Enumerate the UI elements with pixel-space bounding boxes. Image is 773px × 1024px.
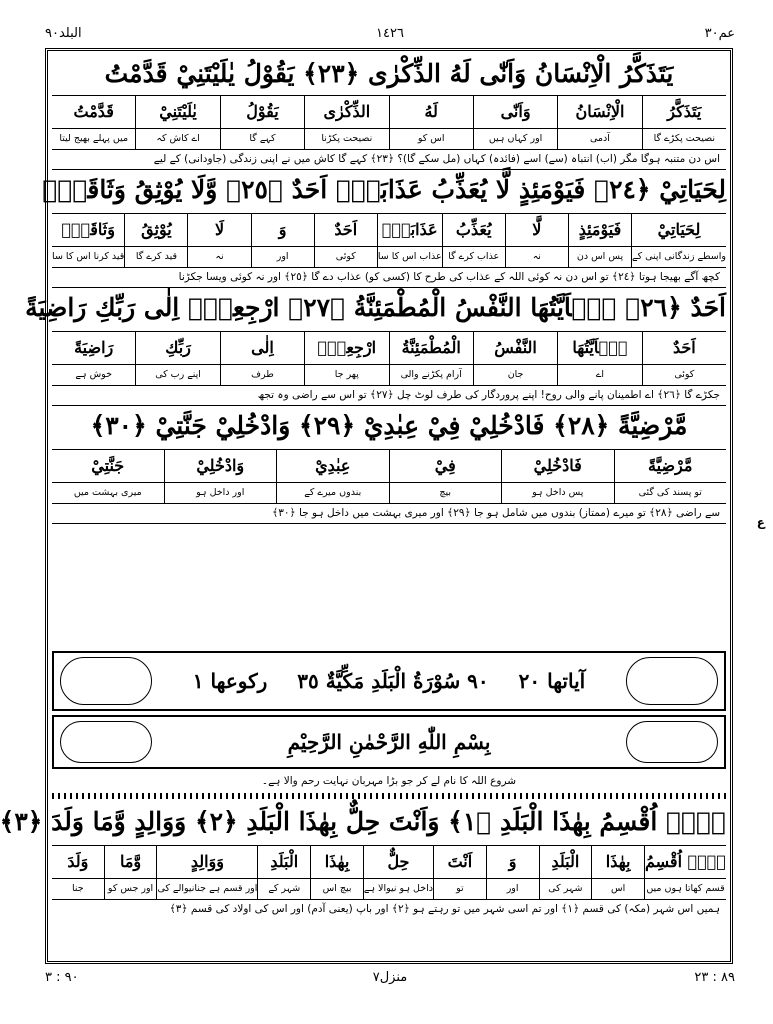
word-meaning: شہر کی bbox=[548, 883, 583, 894]
word-cell bbox=[486, 846, 539, 899]
word-cell bbox=[251, 214, 314, 267]
arabic-word: جَنَّتِيْ bbox=[52, 450, 164, 483]
word-cell bbox=[276, 450, 389, 503]
divider bbox=[52, 793, 726, 799]
word-cell bbox=[164, 450, 277, 503]
word-cell bbox=[473, 332, 557, 385]
arabic-word: مَّرْضِيَّةً bbox=[615, 450, 727, 483]
word-meaning: نصیحت پکڑے گا bbox=[653, 133, 715, 144]
arabic-word: لَاۤ اُقْسِمُ bbox=[645, 846, 726, 879]
word-cell bbox=[304, 332, 388, 385]
arabic-word: لَا bbox=[188, 214, 250, 247]
word-meaning: قید کرے گا bbox=[135, 251, 177, 262]
word-meaning: نصیحت پکڑنا bbox=[321, 133, 373, 144]
word-cell bbox=[642, 96, 726, 149]
translation-line: کچھ آگے بھیجا ہوتا ﴿٢٤﴾ تو اس دن نہ کوئی اللہ کے عذاب کی طرح کا (کسی کو) عذاب دے گا ﴿٢٥﴾ اور نہ کوئی ویسا جکڑنا bbox=[52, 267, 726, 288]
word-grid bbox=[52, 331, 726, 386]
word-meaning: اس bbox=[611, 883, 626, 894]
footer-ref-left: ٩٠ : ٣ bbox=[45, 970, 79, 985]
arabic-word: وَثَاقَهٗۤ bbox=[52, 214, 124, 247]
surah-info bbox=[193, 669, 585, 693]
word-meaning: عذاب اس کا سا bbox=[377, 251, 442, 262]
arabic-word: الْاِنْسَانُ bbox=[558, 96, 641, 129]
arabic-word: وَ bbox=[252, 214, 314, 247]
word-meaning: طرف bbox=[251, 369, 274, 380]
word-cell bbox=[614, 450, 727, 503]
translation-line: جکڑے گا ﴿٢٦﴾ اے اطمینان پانے والی روح! اپنے پروردگار کی طرف لوٹ چل ﴿٢٧﴾ تو اس سے راضی وہ تجھ bbox=[52, 385, 726, 406]
arabic-word: اَحَدٌ bbox=[315, 214, 377, 247]
word-cell bbox=[389, 96, 473, 149]
footer-ref-right: ٨٩ : ٢٣ bbox=[694, 970, 735, 985]
arabic-word: النَّفْسُ bbox=[474, 332, 557, 365]
ayah-line: يَتَذَكَّرُ الْاِنْسَانُ وَاَنّٰى لَهُ الذِّكْرٰى ﴿٢٣﴾ يَقُوْلُ يٰلَيْتَنِيْ قَدَّمْتُ bbox=[104, 59, 674, 88]
word-meaning: کہے گا bbox=[249, 133, 276, 144]
word-meaning: بیچ bbox=[439, 487, 452, 498]
word-cell bbox=[124, 214, 187, 267]
arabic-word: وَادْخُلِيْ bbox=[165, 450, 277, 483]
banner-ornament-left bbox=[60, 721, 152, 763]
word-cell bbox=[539, 846, 592, 899]
ruku-margin-mark: ع bbox=[756, 515, 765, 529]
word-cell bbox=[104, 846, 157, 899]
word-cell bbox=[187, 214, 250, 267]
word-cell bbox=[52, 96, 135, 149]
word-meaning: اور قسم ہے جنانیوالے کی bbox=[157, 883, 258, 894]
arabic-word: الذِّكْرٰى bbox=[305, 96, 388, 129]
arabic-word: رَاضِيَةً bbox=[52, 332, 135, 365]
surah-ruku-count: رکوعها ١ bbox=[192, 669, 268, 693]
word-cell bbox=[52, 332, 135, 385]
word-cell bbox=[557, 96, 641, 149]
word-meaning: آدمی bbox=[589, 133, 610, 144]
footer-manzil: منزل٧ bbox=[372, 970, 408, 985]
bismillah: بِسْمِ اللّٰهِ الرَّحْمٰنِ الرَّحِيْمِ bbox=[287, 730, 491, 754]
word-meaning: میں پہلے بھیج لیتا bbox=[59, 133, 129, 144]
word-cell bbox=[389, 332, 473, 385]
surah-ayat-count: آیاتها ٢٠ bbox=[518, 669, 586, 693]
word-meaning: اس کو bbox=[417, 133, 445, 144]
page-footer bbox=[45, 970, 735, 990]
word-cell bbox=[314, 214, 377, 267]
word-cell bbox=[433, 846, 486, 899]
word-meaning: اور داخل ہو bbox=[196, 487, 245, 498]
arabic-word: لِحَيَاتِيْ bbox=[632, 214, 726, 247]
word-grid bbox=[52, 845, 726, 900]
word-cell bbox=[505, 214, 568, 267]
word-grid bbox=[52, 449, 726, 504]
word-meaning: بیچ اس bbox=[322, 883, 352, 894]
word-cell bbox=[591, 846, 644, 899]
bismillah-banner bbox=[52, 715, 726, 769]
word-meaning: اے bbox=[595, 369, 605, 380]
word-meaning: خوش ہے bbox=[75, 369, 112, 380]
word-cell bbox=[363, 846, 433, 899]
word-cell bbox=[220, 96, 304, 149]
word-cell bbox=[642, 332, 726, 385]
arabic-word: وَاَنّٰى bbox=[474, 96, 557, 129]
word-grid bbox=[52, 95, 726, 150]
word-meaning: بندوں میرے کے bbox=[304, 487, 362, 498]
word-meaning: نہ bbox=[215, 251, 224, 262]
word-cell bbox=[644, 846, 726, 899]
word-cell bbox=[156, 846, 257, 899]
word-cell bbox=[568, 214, 631, 267]
arabic-word: بِهٰذَا bbox=[311, 846, 363, 879]
word-cell bbox=[473, 96, 557, 149]
arabic-word: فَادْخُلِيْ bbox=[502, 450, 614, 483]
word-cell bbox=[135, 96, 219, 149]
word-meaning: اور جس کو bbox=[107, 883, 154, 894]
word-cell bbox=[257, 846, 310, 899]
translation-line: سے راضی ﴿٢٨﴾ تو میرے (ممتاز) بندوں میں شامل ہو جا ﴿٢٩﴾ اور میری بہشت میں داخل ہو جا ﴿٣٠﴾ bbox=[52, 503, 726, 524]
banner-ornament-left bbox=[60, 657, 152, 705]
word-cell bbox=[442, 214, 505, 267]
surah-banner bbox=[52, 651, 726, 711]
arabic-word: الْبَلَدِ bbox=[540, 846, 592, 879]
banner-ornament-right bbox=[626, 721, 718, 763]
header-page-number: ١٤٢٦ bbox=[376, 26, 404, 41]
arabic-word: اِلٰى bbox=[221, 332, 304, 365]
arabic-word: وَلَدَ bbox=[52, 846, 104, 879]
header-juz: عم٣٠ bbox=[704, 26, 735, 41]
word-meaning: جان bbox=[507, 369, 524, 380]
word-cell bbox=[389, 450, 502, 503]
page-frame bbox=[0, 48, 733, 964]
arabic-word: قَدَّمْتُ bbox=[52, 96, 135, 129]
word-cell bbox=[304, 96, 388, 149]
banner-ornament-right bbox=[626, 657, 718, 705]
translation-line: اس دن متنبہ ہوگا مگر (اب) انتباہ (سے) اسے (فائدہ) کہاں (مل سکے گا)؟ ﴿٢٣﴾ کہے گا کاش میں نے اپنی زندگی (جاودانی) کے لیے bbox=[52, 149, 726, 170]
arabic-word: الْمُطْمَئِنَّةُ bbox=[390, 332, 473, 365]
translation-line: ہمیں اس شہر (مکہ) کی قسم ﴿١﴾ اور تم اسی شہر میں تو رہتے ہو ﴿٢﴾ اور باپ (یعنی آدم) اور اس کی اولاد کی قسم ﴿٣﴾ bbox=[169, 903, 720, 915]
arabic-word: حِلٌّ bbox=[364, 846, 433, 879]
ayah-line: لِحَيَاتِيْ ﴿٢٤﴾ فَيَوْمَئِذٍ لَّا يُعَذِّبُ عَذَابَهٗۤ اَحَدٌ ﴿٢٥﴾ وَّلَا يُوْثِقُ وَثَاقَهٗۤ bbox=[42, 175, 726, 204]
header-surah: البلد٩٠ bbox=[45, 26, 82, 41]
arabic-word: بِهٰذَا bbox=[592, 846, 644, 879]
arabic-word: اَنْتَ bbox=[434, 846, 486, 879]
word-meaning: کوئی bbox=[674, 369, 695, 380]
word-cell bbox=[310, 846, 363, 899]
arabic-word: عَذَابَهٗۤ bbox=[378, 214, 442, 247]
arabic-word: اَحَدٌ bbox=[643, 332, 726, 365]
arabic-word: وَوَالِدٍ bbox=[157, 846, 257, 879]
arabic-word: يَقُوْلُ bbox=[221, 96, 304, 129]
word-meaning: جنا bbox=[71, 883, 84, 894]
ayah-line: اَحَدٌ ﴿٢٦﴾ يٰۤاَيَّتُهَا النَّفْسُ الْمُطْمَئِنَّةُ ﴿٢٧﴾ ارْجِعِيْۤ اِلٰى رَبِّكِ رَاضِيَةً bbox=[25, 293, 726, 322]
word-cell bbox=[220, 332, 304, 385]
page-header bbox=[45, 26, 735, 46]
ayah-line: مَّرْضِيَّةً ﴿٢٨﴾ فَادْخُلِيْ فِيْ عِبٰدِيْ ﴿٢٩﴾ وَادْخُلِيْ جَنَّتِيْ ﴿٣٠﴾ bbox=[90, 411, 688, 440]
word-meaning: واسطے زندگانی اپنی کے bbox=[632, 251, 726, 262]
bismillah-translation: شروع اللہ کا نام لے کر جو بڑا مہربان نہایت رحم والا ہے۔ bbox=[261, 775, 517, 787]
arabic-word: فِيْ bbox=[390, 450, 502, 483]
arabic-word: عِبٰدِيْ bbox=[277, 450, 389, 483]
word-cell bbox=[377, 214, 442, 267]
arabic-word: لَهُ bbox=[390, 96, 473, 129]
arabic-word: يُوْثِقُ bbox=[125, 214, 187, 247]
word-meaning: تو bbox=[456, 883, 464, 894]
arabic-word: يُعَذِّبُ bbox=[443, 214, 505, 247]
arabic-word: رَبِّكِ bbox=[136, 332, 219, 365]
word-meaning: تو پسند کی گئی bbox=[638, 487, 702, 498]
word-cell bbox=[631, 214, 726, 267]
word-meaning: نہ bbox=[532, 251, 541, 262]
word-cell bbox=[501, 450, 614, 503]
word-meaning: قسم کھاتا ہوں میں bbox=[646, 883, 725, 894]
word-cell bbox=[52, 214, 124, 267]
word-cell bbox=[557, 332, 641, 385]
word-grid bbox=[52, 213, 726, 268]
word-meaning: میری بہشت میں bbox=[73, 487, 142, 498]
word-meaning: اے کاش کہ bbox=[156, 133, 200, 144]
arabic-word: يٰلَيْتَنِيْ bbox=[136, 96, 219, 129]
word-cell bbox=[52, 846, 104, 899]
word-meaning: شہر کے bbox=[268, 883, 301, 894]
surah-title: ٩٠ سُوْرَةُ الْبَلَدِ مَكِّيَّةٌ ٣٥ bbox=[297, 669, 489, 693]
word-meaning: عذاب کرے گا bbox=[448, 251, 500, 262]
arabic-word: فَيَوْمَئِذٍ bbox=[569, 214, 631, 247]
arabic-word: لَّا bbox=[506, 214, 568, 247]
arabic-word: ارْجِعِيْۤ bbox=[305, 332, 388, 365]
word-meaning: کوئی bbox=[335, 251, 356, 262]
word-cell bbox=[135, 332, 219, 385]
arabic-word: وَ bbox=[487, 846, 539, 879]
word-meaning: آرام پکڑنے والی bbox=[400, 369, 462, 380]
word-meaning: قید کرنا اس کا سا bbox=[52, 251, 125, 262]
word-meaning: اور bbox=[276, 251, 289, 262]
word-meaning: پھر جا bbox=[334, 369, 359, 380]
word-meaning: پس داخل ہو bbox=[532, 487, 584, 498]
word-meaning: اور bbox=[506, 883, 519, 894]
arabic-word: وَّمَا bbox=[105, 846, 157, 879]
word-cell bbox=[52, 450, 164, 503]
arabic-word: يٰۤاَيَّتُهَا bbox=[558, 332, 641, 365]
arabic-word: يَتَذَكَّرُ bbox=[643, 96, 726, 129]
word-meaning: اور کہاں ہیں bbox=[488, 133, 543, 144]
arabic-word: الْبَلَدِ bbox=[258, 846, 310, 879]
word-meaning: داخل ہو نیوالا ہے bbox=[363, 883, 433, 894]
word-meaning: اپنے رب کی bbox=[155, 369, 201, 380]
ayah-line: لَاۤ اُقْسِمُ بِهٰذَا الْبَلَدِ ﴿١﴾ وَاَنْتَ حِلٌّ بِهٰذَا الْبَلَدِ ﴿٢﴾ وَوَالِدٍ وَّمَا وَلَدَ ﴿٣﴾ bbox=[0, 807, 726, 836]
word-meaning: پس اس دن bbox=[576, 251, 624, 262]
